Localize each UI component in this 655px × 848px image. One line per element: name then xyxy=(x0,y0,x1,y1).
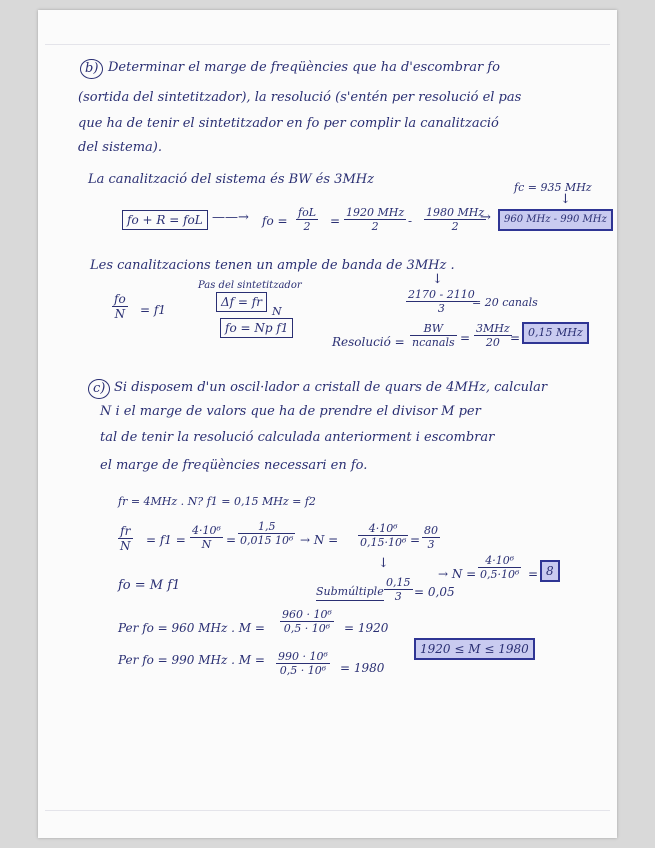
equals-sign: = xyxy=(460,331,471,345)
submultiple-result: = 0,05 xyxy=(414,585,455,599)
equals-sign: = xyxy=(528,567,539,581)
right-arrow-icon: ——→ xyxy=(212,210,249,225)
n-result-box: 8 xyxy=(540,560,560,582)
m-range-result-box: 1920 ≤ M ≤ 1980 xyxy=(414,638,535,660)
equals-f1: = f1 xyxy=(140,303,166,317)
down-arrow-icon: ↓ xyxy=(560,192,571,207)
fraction-4e6-n: $\frac{\text{4·10⁶}}{N}$ xyxy=(192,524,221,551)
fraction-n: $\frac{\text{4·10⁶}}{\text{0,15·10⁶}}$ xyxy=(360,522,407,549)
part-b-label: b) xyxy=(80,59,103,79)
canals-result: = 20 canals xyxy=(472,296,538,309)
fraction-1980: 1980 MHz 2 xyxy=(426,206,485,233)
part-c-label: c) xyxy=(88,379,110,399)
fo-r-box: fo + R = foL xyxy=(122,210,208,230)
part-c-statement-line-1: Si disposem d'un oscil·lador a cristall de quars de 4MHz, calcular xyxy=(114,380,548,395)
equals-f1: = f1 = xyxy=(146,533,186,547)
canalitzacio-line: La canalització del sistema és BW és 3MHz xyxy=(88,172,374,187)
delta-f-box: Δf = fr xyxy=(216,292,267,312)
fo-range-result-box: 960 MHz - 990 MHz xyxy=(498,209,613,231)
fraction-80-3: $\frac{80}{3}$ xyxy=(424,524,438,551)
part-b-statement-line-3: que ha de tenir el sintetitzador en fo per complir la canalització xyxy=(78,116,499,131)
page-edge-line xyxy=(45,44,610,45)
part-b-statement-line-2: (sortida del sintetitzador), la resolució (s'entén per resolució el pas xyxy=(78,90,522,105)
fraction-990: $\frac{\text{990 · 10⁶}}{\text{0,5 · 10⁶}}$ xyxy=(278,650,328,677)
page-edge-line xyxy=(45,810,610,811)
fo-mf-equation: fo = M f1 xyxy=(118,578,181,593)
resolucio-label: Resolució = xyxy=(332,335,405,349)
fraction-fol: foL 2 xyxy=(298,206,316,233)
right-arrow-icon: → xyxy=(480,210,491,225)
given-values: fr = 4MHz . N? f1 = 0,15 MHz = f2 xyxy=(118,495,316,508)
fraction-canals: $\frac{2170 - 2110}{3}$ xyxy=(408,288,475,315)
fraction-submultiple: $\frac{0,15}{3}$ xyxy=(386,576,411,603)
equals-sign: = xyxy=(410,533,421,547)
resolucio-result-box: 0,15 MHz xyxy=(522,322,589,344)
dash-sign: - xyxy=(408,214,413,228)
fraction-fo-over-n: $\frac{fo}{N}$ xyxy=(114,292,126,321)
part-b-statement-line-4: del sistema). xyxy=(78,140,163,155)
per-960-label: Per fo = 960 MHz . M = xyxy=(118,621,265,635)
per-960-result: = 1920 xyxy=(344,621,389,635)
part-c-statement-line-3: tal de tenir la resolució calculada anteriorment i escombrar xyxy=(100,430,495,445)
fraction-3mhz-20: 3MHz 20 xyxy=(476,322,510,349)
fraction-n-2: $\frac{\text{4·10⁶}}{\text{0,5·10⁶}}$ xyxy=(480,554,520,581)
equals-sign: = xyxy=(226,533,237,547)
equals-sign: = xyxy=(510,331,521,345)
submultiple-label: Submúltiple xyxy=(316,584,384,601)
fo-np-box: fo = Np f1 xyxy=(220,318,293,338)
fc-top-note: fc = 935 MHz xyxy=(514,181,592,194)
arrow-n-equals: → N = xyxy=(300,533,339,547)
fraction-960: $\frac{\text{960 · 10⁶}}{\text{0,5 · 10⁶}}$ xyxy=(282,608,332,635)
canalitzacions-line: Les canalitzacions tenen un ample de banda de 3MHz . xyxy=(90,258,455,273)
part-b-statement-line-1: Determinar el marge de freqüències que ha d'escombrar fo xyxy=(108,60,500,75)
fraction-1920: 1920 MHz 2 xyxy=(346,206,405,233)
part-c-statement-line-4: el marge de freqüències necessari en fo. xyxy=(100,458,368,473)
per-990-label: Per fo = 990 MHz . M = xyxy=(118,653,265,667)
fraction-015: $\frac{1,5}{\text{0,015 10⁶}}$ xyxy=(240,520,294,547)
down-arrow-icon: ↓ xyxy=(378,556,389,571)
down-arrow-icon: ↓ xyxy=(432,272,443,287)
equals-sign: = xyxy=(330,214,341,228)
fraction-bw-ncanals: BW ncanals xyxy=(412,322,455,349)
arrow-n-equals-2: → N = xyxy=(438,567,477,581)
paper-sheet xyxy=(38,10,617,838)
fraction-fr-over-n: $\frac{fr}{N}$ xyxy=(120,524,131,553)
per-990-result: = 1980 xyxy=(340,661,385,675)
pas-sintetitzador-label: Pas del sintetitzador xyxy=(198,280,302,291)
fo-equals: fo = xyxy=(262,214,288,228)
n-label: N xyxy=(272,305,282,318)
part-c-statement-line-2: N i el marge de valors que ha de prendre el divisor M per xyxy=(100,404,481,419)
